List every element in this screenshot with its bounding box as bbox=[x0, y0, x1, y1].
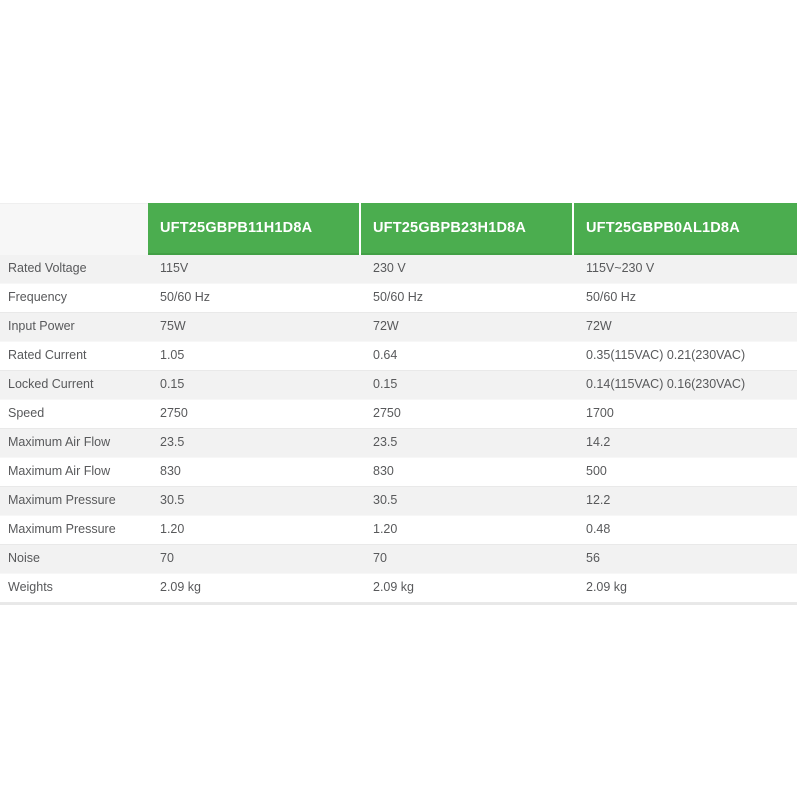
column-header-model-2: UFT25GBPB23H1D8A bbox=[361, 203, 572, 255]
table-body bbox=[0, 255, 797, 603]
cell-value: 1.20 bbox=[373, 522, 398, 536]
table-row bbox=[0, 545, 797, 574]
cell-value: 72W bbox=[373, 319, 399, 333]
cell-value: 2750 bbox=[373, 406, 401, 420]
row-label: Noise bbox=[8, 551, 40, 565]
cell-value: 23.5 bbox=[160, 435, 185, 449]
cell-value: 0.15 bbox=[373, 377, 398, 391]
row-label: Maximum Air Flow bbox=[8, 464, 111, 478]
cell-value: 2750 bbox=[160, 406, 188, 420]
row-label: Locked Current bbox=[8, 377, 94, 391]
row-label: Input Power bbox=[8, 319, 75, 333]
column-header-model-3: UFT25GBPB0AL1D8A bbox=[574, 203, 797, 255]
table-row bbox=[0, 458, 797, 487]
cell-value: 70 bbox=[373, 551, 387, 565]
cell-value: 0.14(115VAC) 0.16(230VAC) bbox=[586, 377, 746, 391]
cell-value: 70 bbox=[160, 551, 174, 565]
cell-value: 30.5 bbox=[373, 493, 398, 507]
row-label: Maximum Air Flow bbox=[8, 435, 111, 449]
table-row bbox=[0, 371, 797, 400]
table-row bbox=[0, 342, 797, 371]
table-row bbox=[0, 284, 797, 313]
cell-value: 50/60 Hz bbox=[586, 290, 637, 304]
cell-value: 1.20 bbox=[160, 522, 185, 536]
cell-value: 14.2 bbox=[586, 435, 611, 449]
row-label: Speed bbox=[8, 406, 45, 420]
header-empty-cell bbox=[0, 203, 148, 255]
row-label: Rated Voltage bbox=[8, 261, 87, 275]
table-header-row bbox=[0, 203, 797, 255]
column-header-model-1: UFT25GBPB11H1D8A bbox=[148, 203, 359, 255]
cell-value: 72W bbox=[586, 319, 612, 333]
row-label: Rated Current bbox=[8, 348, 87, 362]
cell-value: 50/60 Hz bbox=[160, 290, 211, 304]
cell-value: 0.35(115VAC) 0.21(230VAC) bbox=[586, 348, 746, 362]
cell-value: 30.5 bbox=[160, 493, 185, 507]
table-row bbox=[0, 255, 797, 284]
product-spec-table bbox=[0, 203, 797, 605]
cell-value: 2.09 kg bbox=[586, 580, 628, 594]
row-label: Weights bbox=[8, 580, 53, 594]
cell-value: 830 bbox=[373, 464, 394, 478]
row-label: Maximum Pressure bbox=[8, 522, 116, 536]
cell-value: 0.64 bbox=[373, 348, 398, 362]
cell-value: 56 bbox=[586, 551, 600, 565]
table-row bbox=[0, 400, 797, 429]
cell-value: 50/60 Hz bbox=[373, 290, 424, 304]
cell-value: 2.09 kg bbox=[373, 580, 415, 594]
table-row bbox=[0, 429, 797, 458]
cell-value: 23.5 bbox=[373, 435, 398, 449]
cell-value: 830 bbox=[160, 464, 181, 478]
cell-value: 500 bbox=[586, 464, 607, 478]
cell-value: 1700 bbox=[586, 406, 614, 420]
cell-value: 0.48 bbox=[586, 522, 611, 536]
row-label: Maximum Pressure bbox=[8, 493, 116, 507]
table-row bbox=[0, 313, 797, 342]
table-row bbox=[0, 574, 797, 603]
cell-value: 115V~230 V bbox=[586, 261, 655, 275]
table-row bbox=[0, 487, 797, 516]
table-row bbox=[0, 516, 797, 545]
cell-value: 75W bbox=[160, 319, 186, 333]
cell-value: 0.15 bbox=[160, 377, 185, 391]
cell-value: 12.2 bbox=[586, 493, 611, 507]
row-label: Frequency bbox=[8, 290, 68, 304]
cell-value: 1.05 bbox=[160, 348, 185, 362]
cell-value: 2.09 kg bbox=[160, 580, 202, 594]
cell-value: 115V bbox=[160, 261, 189, 275]
cell-value: 230 V bbox=[373, 261, 406, 275]
